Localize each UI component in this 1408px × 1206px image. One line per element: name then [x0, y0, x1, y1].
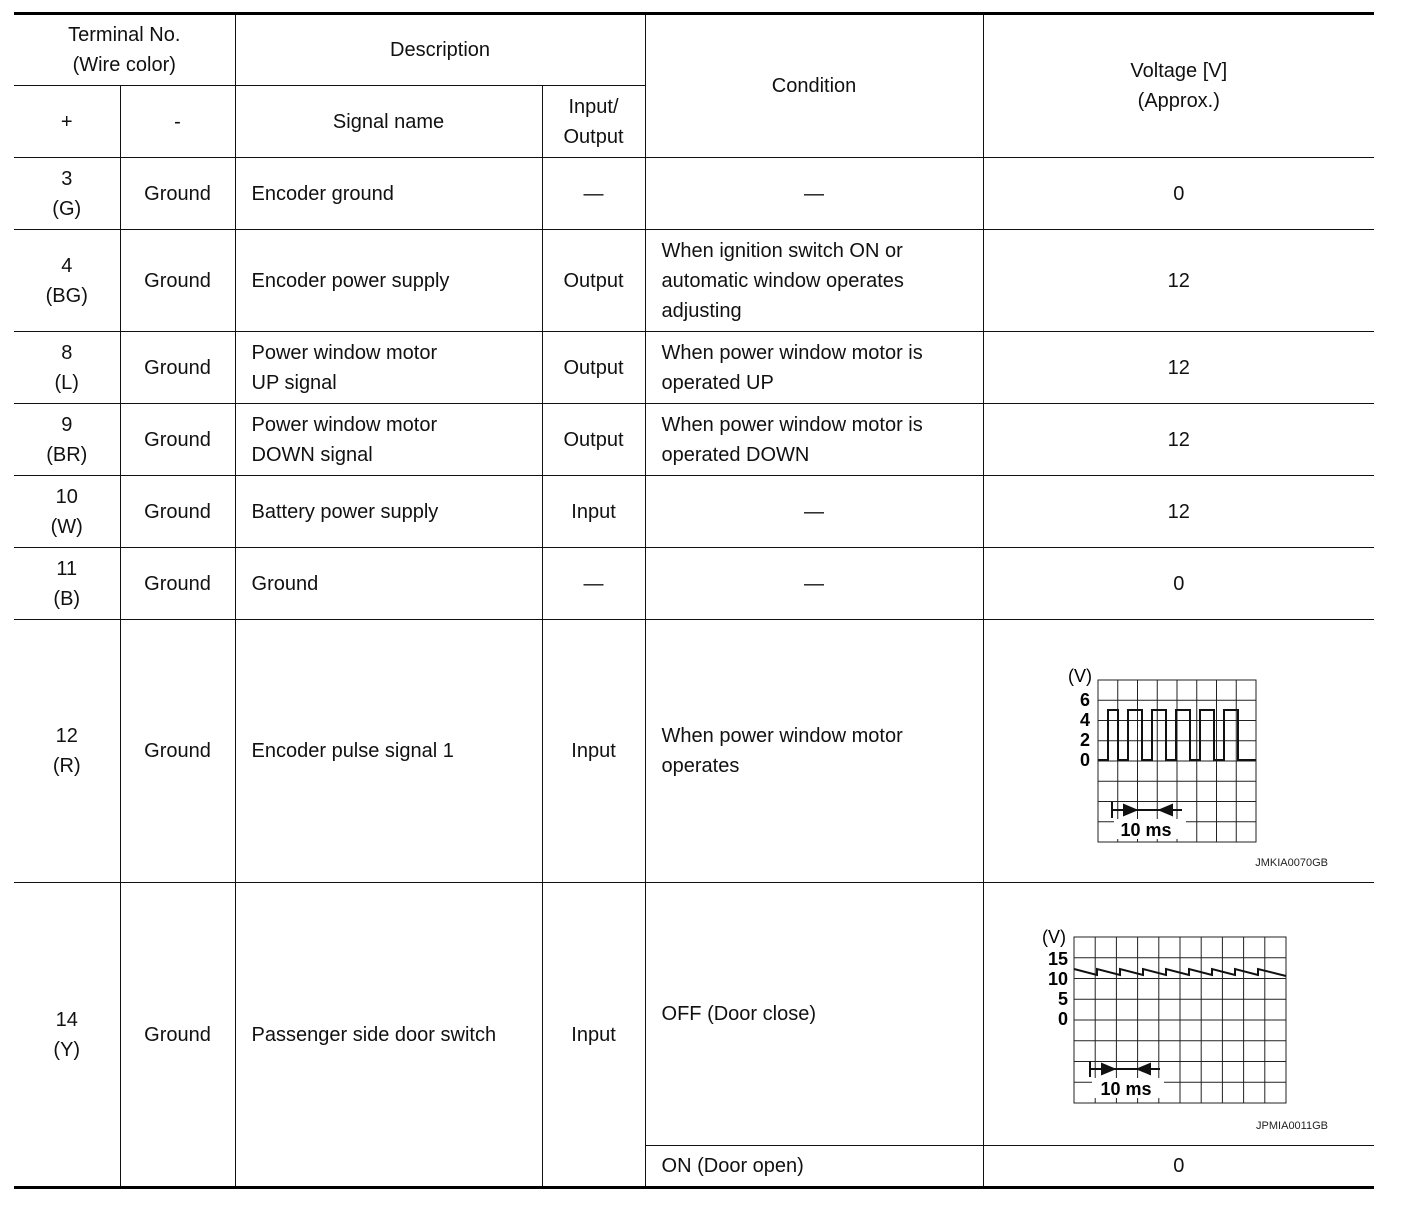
table-row: [14, 158, 1374, 230]
condition-cell: ON (Door open): [645, 1146, 983, 1188]
unit-label: (V): [1067, 666, 1092, 686]
condition-cell: —: [645, 158, 983, 230]
io-cell: Output: [542, 404, 645, 476]
table-row: [14, 230, 1374, 332]
input-output-header: Input/ Output: [542, 86, 645, 158]
description-header: Description: [235, 14, 645, 86]
signal-cell: Encoder ground: [235, 158, 542, 230]
voltage-cell: 12: [983, 332, 1374, 404]
condition-cell: —: [645, 548, 983, 620]
door-switch-waveform-chart: [984, 883, 1372, 1145]
io-cell: Input: [542, 620, 645, 883]
condition-header: Condition: [645, 14, 983, 158]
plus-header: +: [14, 86, 120, 158]
condition-cell: When ignition switch ON or automatic window operates adjusting: [645, 230, 983, 332]
ground-cell: Ground: [120, 548, 235, 620]
signal-cell: Battery power supply: [235, 476, 542, 548]
ground-cell: Ground: [120, 620, 235, 883]
pulse-trace: [1098, 710, 1256, 760]
y-tick-label: 10: [1047, 969, 1068, 989]
io-cell: Output: [542, 332, 645, 404]
terminal-table: [14, 12, 1374, 1189]
voltage-cell: 12: [983, 404, 1374, 476]
voltage-cell: 0: [983, 1146, 1374, 1188]
condition-cell: When power window motor is operated DOWN: [645, 404, 983, 476]
y-tick-label: 6: [1079, 690, 1090, 710]
signal-name-header: Signal name: [235, 86, 542, 158]
ground-cell: Ground: [120, 883, 235, 1188]
table-row: [14, 404, 1374, 476]
condition-cell: —: [645, 476, 983, 548]
y-tick-label: 2: [1079, 730, 1090, 750]
time-span-label: 10 ms: [1120, 820, 1172, 840]
time-span-label: 10 ms: [1100, 1079, 1152, 1099]
condition-cell: When power window motor operates: [645, 620, 983, 883]
y-tick-label: 4: [1079, 710, 1090, 730]
signal-cell: Passenger side door switch: [235, 883, 542, 1188]
terminal-cell: 8 (L): [14, 332, 120, 404]
terminal-cell: 3 (G): [14, 158, 120, 230]
figure-id: JMKIA0070GB: [1254, 857, 1328, 869]
time-span-arrow: [1090, 1061, 1160, 1077]
terminal-cell: 14 (Y): [14, 883, 120, 1188]
signal-cell: Encoder pulse signal 1: [235, 620, 542, 883]
ground-cell: Ground: [120, 404, 235, 476]
table-row: [14, 332, 1374, 404]
time-span-arrow: [1112, 802, 1182, 818]
io-cell: Input: [542, 476, 645, 548]
voltage-cell: 12: [983, 476, 1374, 548]
io-cell: Output: [542, 230, 645, 332]
minus-header: -: [120, 86, 235, 158]
terminal-cell: 11 (B): [14, 548, 120, 620]
terminal-no-header: Terminal No. (Wire color): [14, 14, 235, 86]
signal-cell: Power window motor DOWN signal: [235, 404, 542, 476]
waveform-cell: [983, 883, 1374, 1146]
y-tick-label: 0: [1057, 1009, 1068, 1029]
ground-cell: Ground: [120, 158, 235, 230]
terminal-cell: 12 (R): [14, 620, 120, 883]
voltage-cell: 12: [983, 230, 1374, 332]
table-row: [14, 476, 1374, 548]
io-cell: Input: [542, 883, 645, 1188]
signal-cell: Ground: [235, 548, 542, 620]
io-cell: —: [542, 158, 645, 230]
ground-cell: Ground: [120, 230, 235, 332]
signal-cell: Power window motor UP signal: [235, 332, 542, 404]
unit-label: (V): [1041, 927, 1066, 947]
y-tick-label: 5: [1057, 989, 1068, 1009]
condition-cell: OFF (Door close): [645, 883, 983, 1146]
ground-cell: Ground: [120, 332, 235, 404]
y-tick-label: 15: [1047, 949, 1068, 969]
signal-cell: Encoder power supply: [235, 230, 542, 332]
voltage-cell: 0: [983, 158, 1374, 230]
voltage-cell: 0: [983, 548, 1374, 620]
figure-id: JPMIA0011GB: [1255, 1120, 1328, 1132]
table-row: [14, 548, 1374, 620]
y-tick-label: 0: [1079, 750, 1090, 770]
pulse-waveform-chart: [984, 620, 1372, 882]
terminal-cell: 10 (W): [14, 476, 120, 548]
terminal-cell: 9 (BR): [14, 404, 120, 476]
waveform-cell: [983, 620, 1374, 883]
ground-cell: Ground: [120, 476, 235, 548]
voltage-header: Voltage [V] (Approx.): [983, 14, 1374, 158]
table-row: [14, 883, 1374, 1146]
header-row-1: [14, 14, 1374, 86]
terminal-cell: 4 (BG): [14, 230, 120, 332]
io-cell: —: [542, 548, 645, 620]
condition-cell: When power window motor is operated UP: [645, 332, 983, 404]
table-row: [14, 620, 1374, 883]
